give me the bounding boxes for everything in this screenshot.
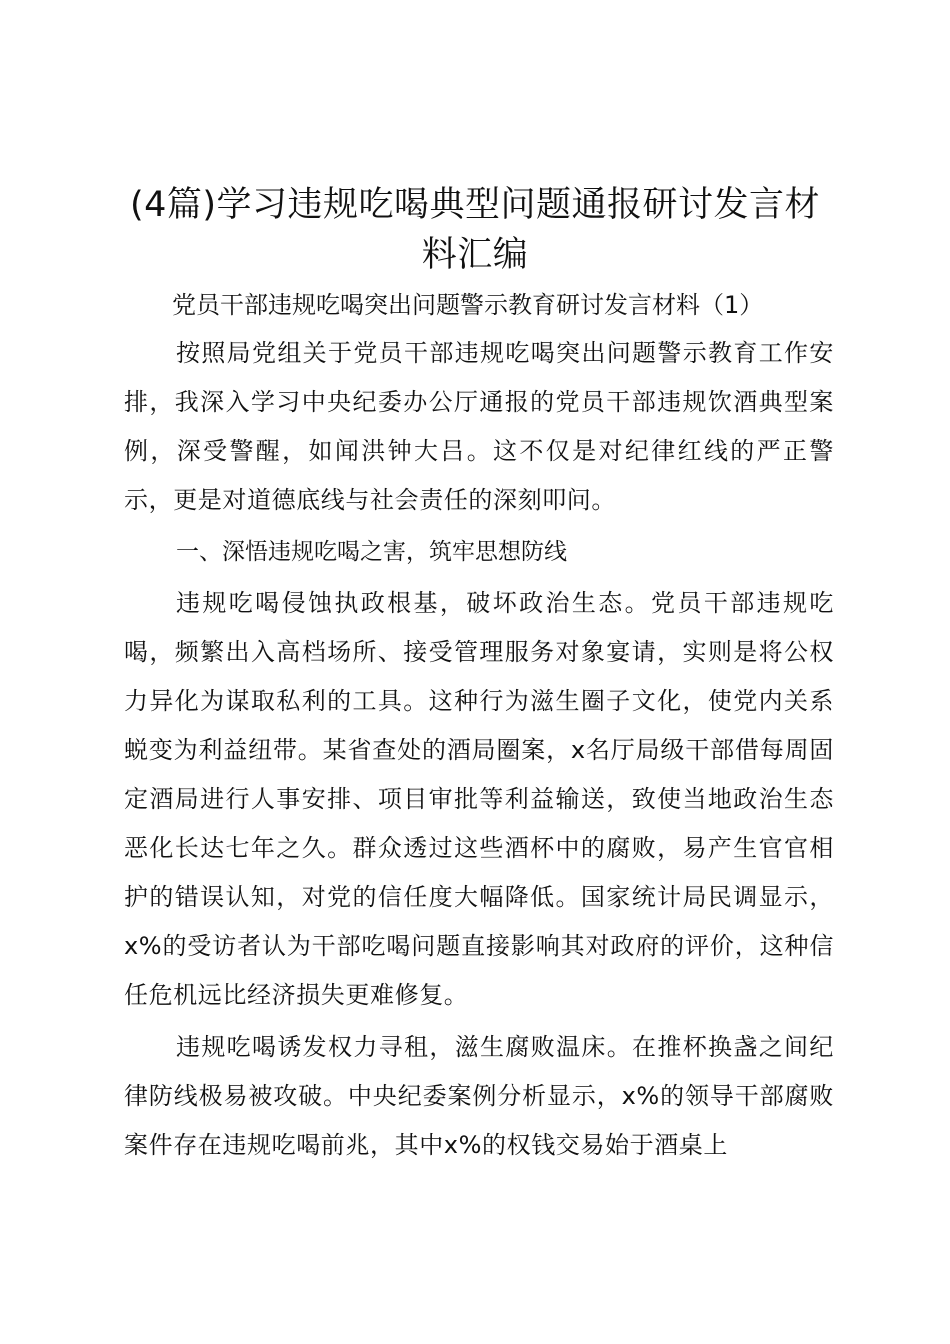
document-title-line-2: 料汇编 bbox=[421, 235, 529, 275]
document-title-line-1: (4篇)学习违规吃喝典型问题通报研讨发言材 bbox=[129, 185, 821, 225]
document-subtitle: 党员干部违规吃喝突出问题警示教育研讨发言材料（1） bbox=[172, 291, 764, 319]
document-body bbox=[124, 281, 834, 1170]
paragraph-section-1-b: 违规吃喝诱发权力寻租，滋生腐败温床。在推杯换盏之间纪律防线极易被攻破。中央纪委案例分析显示，x%的领导干部腐败案件存在违规吃喝前兆，其中x%的权钱交易始于酒桌上 bbox=[124, 1033, 834, 1159]
document-title bbox=[90, 180, 860, 280]
paragraph-intro: 按照局党组关于党员干部违规吃喝突出问题警示教育工作安排，我深入学习中央纪委办公厅通报的党员干部违规饮酒典型案例，深受警醒，如闻洪钟大吕。这不仅是对纪律红线的严正警示，更是对道德底线与社会责任的深刻叩问。 bbox=[124, 339, 834, 514]
section-heading-1: 一、深悟违规吃喝之害，筑牢思想防线 bbox=[176, 539, 567, 565]
paragraph-section-1-a: 违规吃喝侵蚀执政根基，破坏政治生态。党员干部违规吃喝，频繁出入高档场所、接受管理服务对象宴请，实则是将公权力异化为谋取私利的工具。这种行为滋生圈子文化，使党内关系蜕变为利益纽带。某省查处的酒局圈案，x名厅局级干部借每周固定酒局进行人事安排、项目审批等利益输送，致使当地政治生态恶化长达七年之久。群众透过这些酒杯中的腐败，易产生官官相护的错误认知，对党的信任度大幅降低。国家统计局民调显示，x%的受访者认为干部吃喝问题直接影响其对政府的评价，这种信任危机远比经济损失更难修复。 bbox=[124, 589, 834, 1009]
